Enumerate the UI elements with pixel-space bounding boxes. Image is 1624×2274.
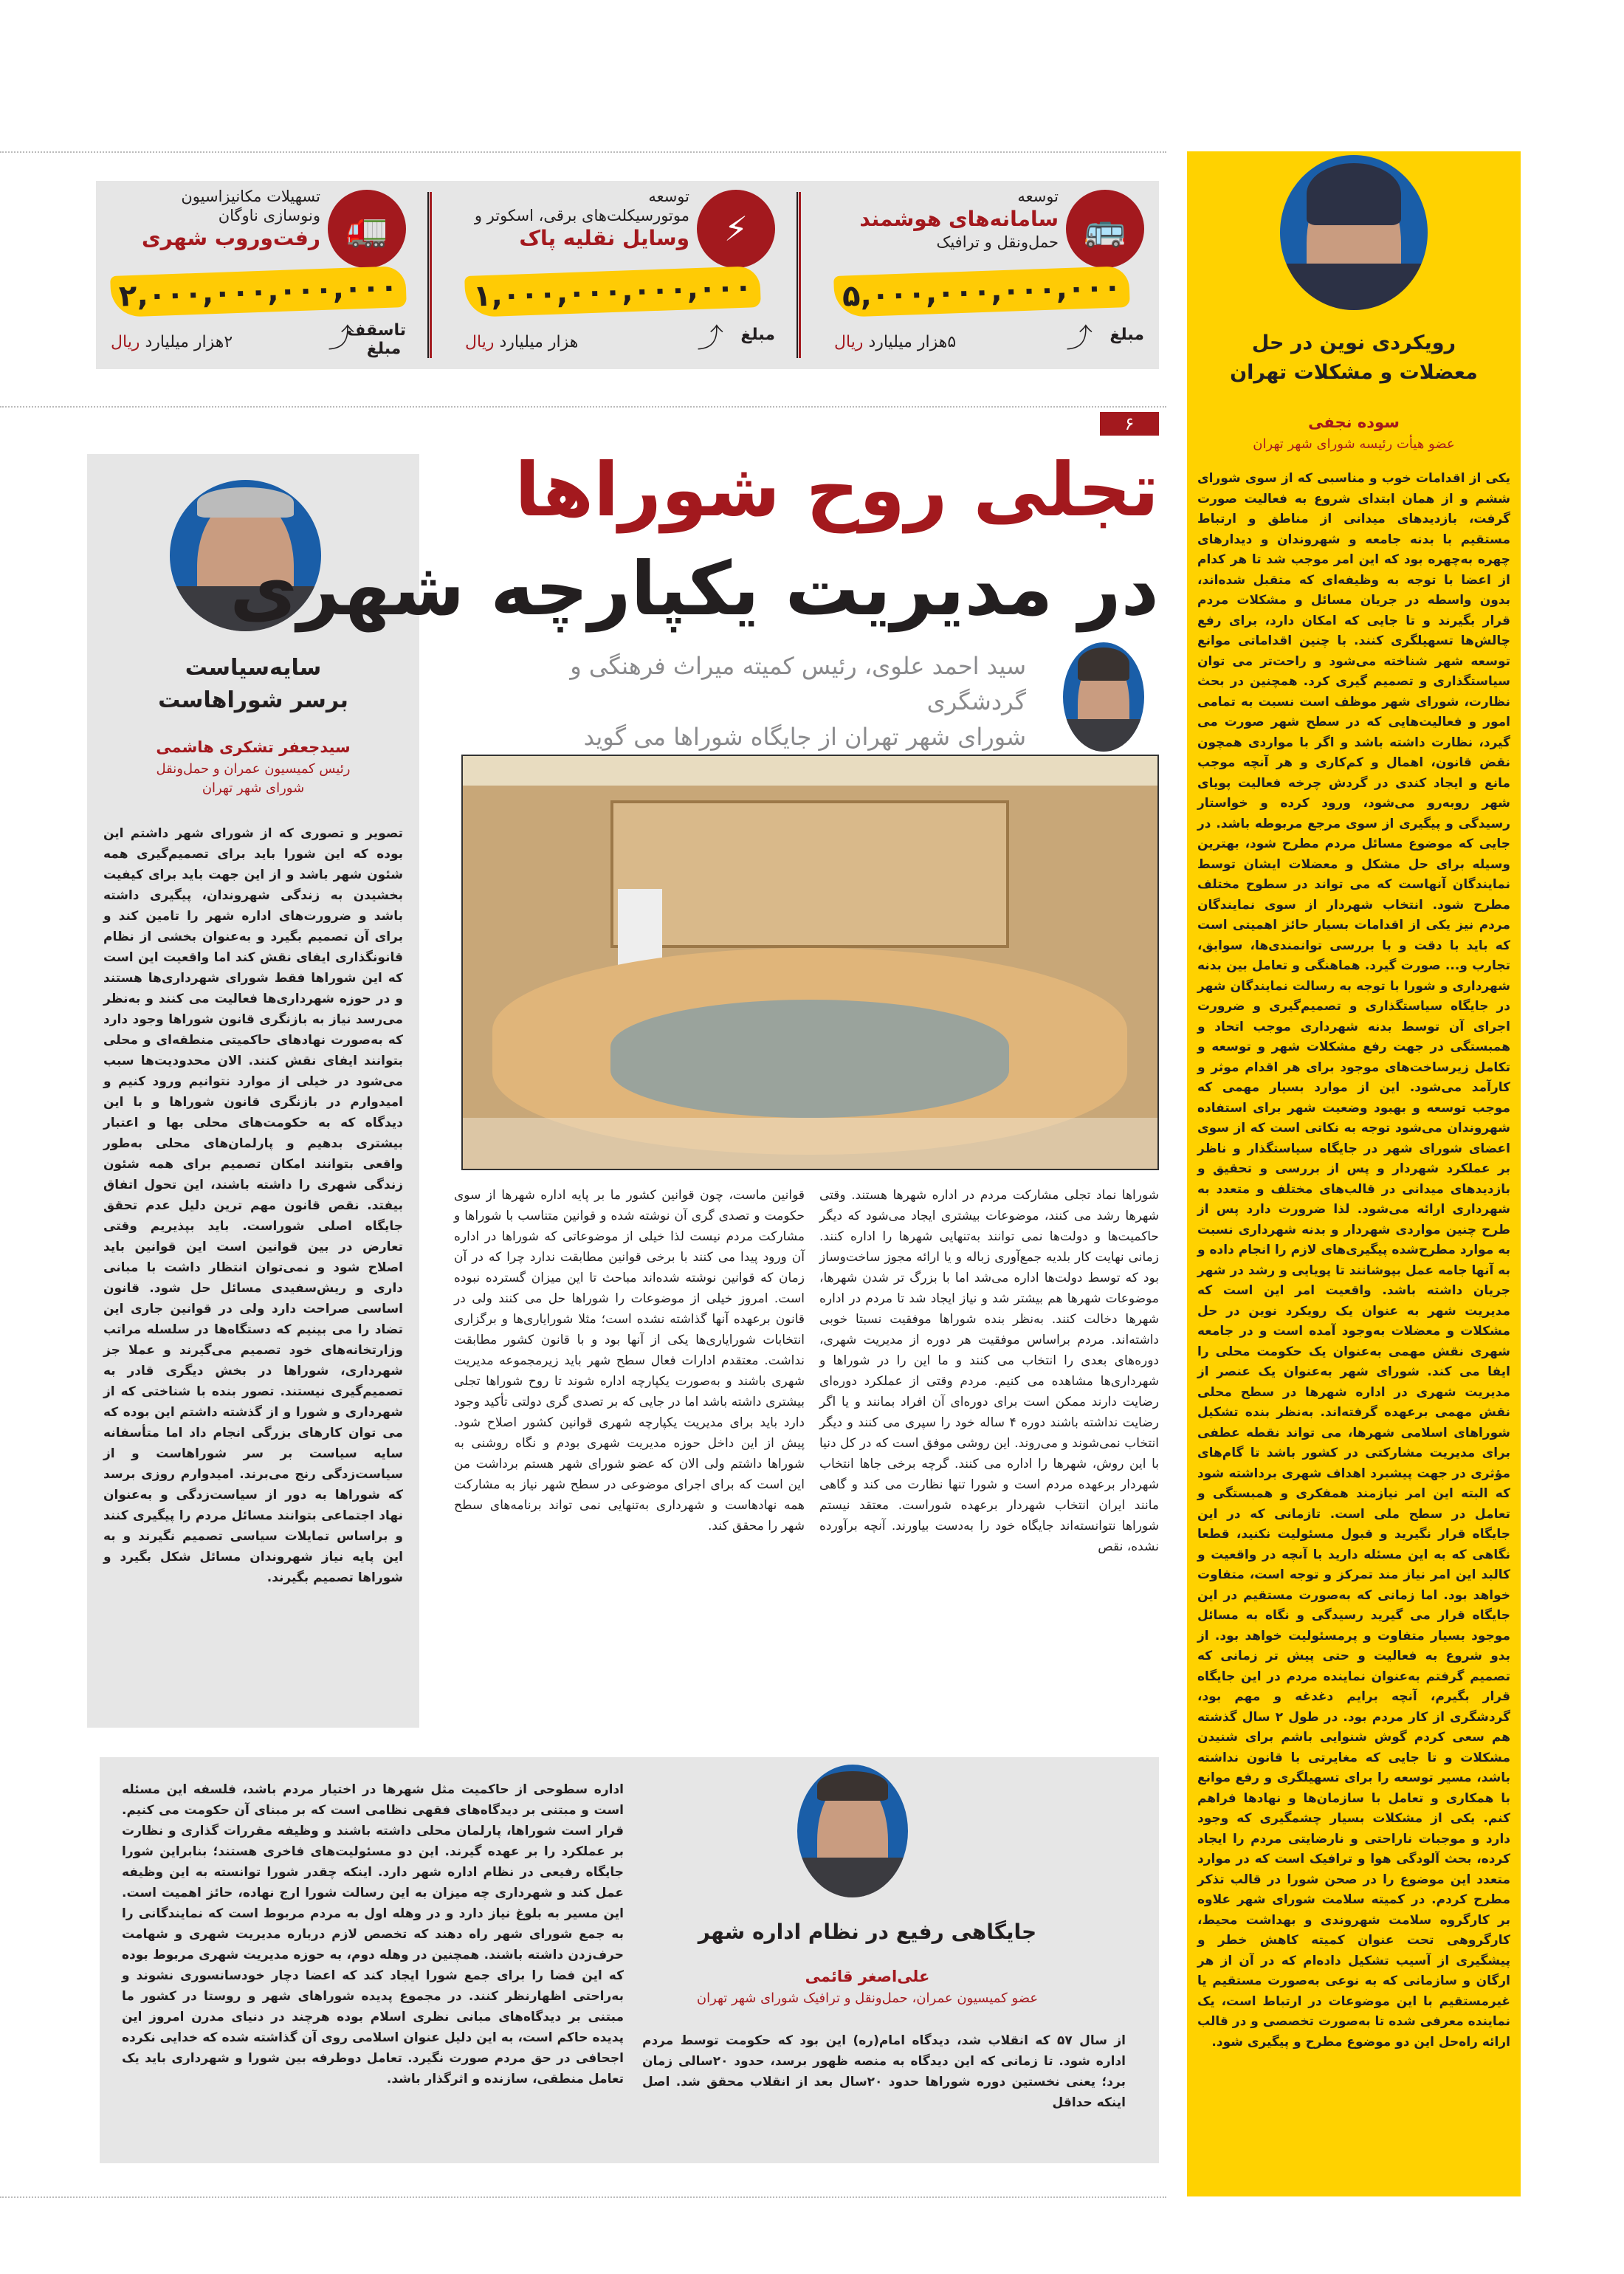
info-line: حمل‌ونقل و ترافیک [936, 233, 1059, 251]
author-name: سیدجعفر تشکری هاشمی [156, 738, 351, 756]
council-meeting-photo [461, 755, 1159, 1170]
sidebar-tashakori [87, 454, 419, 1728]
box-body-left [122, 1779, 624, 2089]
title-line: رویکردی نوین در حل [1251, 332, 1456, 354]
info-highlight: وسایل نقلیه پاک [519, 226, 689, 250]
sidebar-byline [1187, 410, 1521, 454]
sidebar-byline [87, 735, 419, 798]
garbage-truck-icon: 🚛 [328, 190, 406, 268]
author-role: عضو هیأت رئیسه شورای شهر تهران [1253, 436, 1455, 452]
title-line: سایه‌سیاست [185, 655, 322, 681]
infographic-item-street-sweeping [96, 181, 421, 369]
amount-text: ۵هزار میلیارد [868, 333, 957, 351]
amount-label: مبلغ [1109, 326, 1144, 344]
sidebar-body [103, 823, 403, 1588]
author-photo-ghaemi [797, 1765, 908, 1897]
box-text: از سال ۵۷ که انقلاب شد، دیدگاه امام(ره) این بود که حکومت توسط مردم اداره شود. تا زمانی که این دیدگاه به منصه ظهور برسد، حدود ۲۰سالی زمان برد؛ یعنی نخستین دوره شوراها حدود ۲۰سال بعد از انقلاب محقق شد. اصل اینکه حداقل [642, 2033, 1126, 2110]
title-line: معضلات و مشکلات تهران [1230, 361, 1478, 384]
sidebar-title [87, 652, 419, 717]
box-title: جایگاهی رفیع در نظام اداره شهر [698, 1920, 1037, 1944]
amount-text: ۲هزار میلیارد [145, 333, 233, 351]
curved-arrow-icon: ⤴ [327, 323, 354, 354]
infographic-item-smart-systems [819, 181, 1159, 369]
budget-infographic [96, 181, 1159, 369]
author-role: شورای شهر تهران [202, 780, 305, 796]
sidebar-title [1187, 329, 1521, 388]
article-column-2 [454, 1185, 805, 1536]
author-name: سوده نجفی [1308, 413, 1400, 431]
headline-line-1: تجلی روح شوراها [515, 447, 1159, 533]
title-line: برسر شوراهاست [158, 687, 348, 713]
box-text: اداره سطوحی از حاکمیت مثل شهرها در اختیار مردم باشد، فلسفه این مسئله است و مبتنی بر دیدگاه‌های فقهی نظامی است که بر مبنای آن حکومت می کنیم. قرار است شوراها، پارلمان محلی داشته باشند و وظیفه مقررات گذاری و نظارت بر عملکرد را بر عهده گیرند. این دو مسئولیت‌های فاخری هستند؛ بنابراین شورا جایگاه رفیعی در نظام اداره شهر دارد. اینکه چقدر شورا توانسته به این وظیفه عمل کند و شهرداری چه میزان به این رسالت شورا ارج نهاده، حائز اهمیت است. این مسیر به بلوغ نیاز دارد و در وهله اول به مردم مربوط است که نمایندگانی را به جمع شورای شهر راه دهند که تخصص لازم درباره مدیریت شهری و شهامت حرف‌زدن داشته باشند. همچنین در وهله دوم، به حوزه مدیریت شهری مربوط بوده که این فضا را برای جمع شورا ایجاد کند که اعضا دچار خودسانسوری نشوند و به‌راحتی اظهارنظر کنند. در مجموع پدیده شوراهای شهر و روستا در کشور ما مبتنی بر دیدگاه‌های مبانی نظری اسلام بوده هرچند در دنیای مدرن امروز این پدیده حاکم است، به این دلیل عنوان اسلامی روی آن گذاشته شده که خدایی نکرده اجحافی در حق مردم صورت نگیرد. تعامل دوطرفه بین شورا و شهرداری باید یک تعامل منطقی، سازنده و اثرگذار باشد. [122, 1782, 624, 2086]
article-subtitle [465, 648, 1026, 755]
divider [796, 192, 801, 358]
amount-label: مبلغ [740, 326, 775, 344]
amount-text: هزار میلیارد [499, 333, 579, 351]
sidebar-text: یکی از اقدامات خوب و مناسبی که از سوی شورای ششم و از همان ابتدای شروع به فعالیت صورت گرفت، بازدیدهای میدانی از مناطق و ارتباط مستقیم با بدنه جامعه و شهروندان و دیدارهای چهره به‌چهره بود که این امر موجب شد تا هر کدام از اعضا با توجه به وظیفه‌ای که متقبل شده‌اند، بدون واسطه در جریان مسائل و مشکلات مردم قرار بگیرند و تا جایی که امکان دارد، برای رفع چالش‌ها تسهیلگری کنند. با چنین اقداماتی موانع توسعه شهر شناخته می‌شود و راحت‌تر می توان سیاستگذاری و تصمیم گیری کرد. همچنین در بحث نظارت، شورای شهر موظف است نسبت به تمامی امور و فعالیت‌هایی که در سطح شهر صورت می گیرد، نظارت داشته باشد و اگر با مواردی همچون نقض قانون، اهمال و کم‌کاری و هر آنچه موجب مانع و ایجاد کندی در گردش چرخه فعالیت پویای شهر روبه‌رو می‌شود، ورود کرده و خواستار رسیدگی و پیگیری از سوی مرجع مربوطه باشد. در جایی که موضوع مسائل مردم مطرح شود، بهترین وسیله برای حل مشکل و معضلات ایشان توسط نمایندگان آنهاست که می تواند در سطوح مختلف مطرح شود. انتخاب شهردار از سوی نمایندگان مردم نیز یکی از اقدامات بسیار حائز اهمیتی است که باید با دقت و با بررسی توانمندی‌ها، سوابق، تجارب و... صورت گیرد. هماهنگی و تعامل بین بدنه شهرداری و شورا با توجه به رسالت نمایندگان شهر در جایگاه سیاستگذاری و تصمیم‌گیری و ضرورت اجرای آن توسط بدنه شهرداری موجب اتحاد و همبستگی در جهت رفع مشکلات شهر و توسعه و تکامل زیرساخت‌های موجود برای هر اقدام موثر و کارآمد می‌شود. این از موارد بسیار مهمی که موجب توسعه و بهبود وضعیت شهر برای استفاده شهروندان می‌شود توجه به نکاتی است که از سوی اعضای شورای شهر در جایگاه سیاستگذار و ناظر بر عملکرد شهردار و پس از بررسی و تحقیق و بازدیدهای میدانی در قالب‌های مختلف و متعدد به شهرداری ارائه می‌شود. لذا ضرورت دارد پس از طرح چنین مواردی شهردار و بدنه شهرداری نسبت به موارد مطرح‌شده پیگیری‌های لازم را انجام داده و به آنها جامه عمل بپوشانند تا پویایی و رشد در شهر جریان داشته باشد. واقعیت امر این است که مدیریت شهر به عنوان یک رویکرد نوین در حل مشکلات و معضلات به‌وجود آمده است و در جامعه شهری نقش مهمی به‌عنوان یک حکومت محلی را ایفا می کند. شورای شهر به‌عنوان یک عنصر از مدیریت شهری در اداره شهرها در سطح محلی نقش مهمی برعهده گرفته‌اند. به‌نظر بنده تشکیل شوراهای اسلامی شهرها، می تواند نقطه عطفی برای مدیریت مشارکتی در کشور باشد تا گام‌های مؤثری در جهت پیشبرد اهداف شهری برداشته شود که البته این امر نیازمند همفکری و همبستگی و تعامل در سطح ملی است. تازمانی که در این جایگاه قرار نگیرید و قبول مسئولیت نکنید، قطعا نگاهی که به این مسئله دارید با آنچه در واقعیت و کالبد این امر نیاز مند تمرکز و توجه است، متفاوت خواهد بود. اما زمانی که به‌صورت مستقیم در این جایگاه قرار می گیرید رسیدگی و نگاه به مسائل موجود بسیار متفاوت و پرمسئولیت خواهد بود. از بدو شروع به فعالیت و حتی پیش تر زمانی که تصمیم گرفتم به‌عنوان نماینده مردم در این جایگاه قرار بگیرم، آنچه برایم دغدغه و مهم بود، گردشگری از کار مردم بود. در طول ۲ سال گذشته هم سعی کردم گوش شنوایی باشم برای شنیدن مشکلات و تا جایی که مغایرتی با قانون نداشته باشد، مسیر توسعه را برای تسهیلگری و رفع موانع با همکاری و تعامل با سازمان‌ها و نهادها فراهم کنم. یکی از مشکلات بسیار چشمگیری که وجود دارد و موجبات ناراحتی و نارضایتی مردم را ایجاد کرده، بحث آلودگی هوا و ترافیک است که در موارد متعدد این موضوع را در صحن شورا در قالب تذکر مطرح کردم. در کمیته سلامت شورای شهر علاوه بر کارگروه سلامت شهروندی و بهداشت محیط، کارگروهی تحت عنوان کمیته کاهش خطر و پیشگیری از آسیب تشکیل داده‌ام که در آن از هر ارگان و سازمانی که به نوعی به‌صورت مستقیم یا غیرمستقیم با این موضوعات در ارتباط است، یک نماینده معرفی شده تا به‌صورت تخصصی و در قالب ارائه راه‌حل این دو موضوع مطرح و پیگیری شود. [1197, 471, 1511, 2050]
sidebar-body [1197, 469, 1510, 2053]
info-line: تسهیلات مکانیزاسیون [181, 188, 320, 205]
info-line: ونوسازی ناوگان [218, 207, 320, 224]
author-role: رئیس کمیسیون عمران و حمل‌ونقل [156, 761, 351, 777]
divider [427, 192, 432, 358]
section-rule [0, 406, 1166, 408]
info-line: توسعه [1017, 188, 1059, 205]
sidebar-text: تصویر و تصوری که از شورای شهر داشتم این بوده که این شورا باید برای تصمیم‌گیری همه شئون شهر باشد و از این جهت باید برای کیفیت بخشیدن به زندگی شهروندان، پیگیری داشته باشد و ضرورت‌های اداره شهر را تامین کند و برای آن تصمیم بگیرد و به‌عنوان بخشی از نظام قانونگذاری ایفای نقش کند اما واقعیت این است که این شوراها فقط شورای شهرداری‌ها هستند و در حوزه شهرداری‌ها فعالیت می کنند و به‌نظر می‌رسد نیاز به بازنگری قانون شوراها وجود دارد که به‌صورت نهادهای حاکمیتی منطقه‌ای و محلی بتوانند ایفای نقش کنند. الان محدودیت‌ها سبب می‌شود در خیلی از موارد نتوانیم ورود کنیم و امیدوارم در بازنگری قانون شوراها و با این دیدگاه که به حکومت‌های محلی بها و اعتبار بیشتری بدهیم و پارلمان‌های محلی به‌طور واقعی بتوانند امکان تصمیم برای همه شئون زندگی شهری را داشته باشند، این تحول اتفاق بیفتد. نقص قانون مهم ترین دلیل عدم تحقق جایگاه اصلی شوراست. باید بپذیریم وقتی تعارض در بین قوانین است این قوانین باید اصلاح شود و نمی‌توان انتظار داشت با مبانی داری و ریش‌سفیدی مسائل حل شود. قانون اساسی صراحت دارد ولی در قوانین جاری این تضاد را می بینیم که دستگاه‌ها در سلسله مراتب وزارتخانه‌های خود تصمیم می‌گیرند و عملا جز شهرداری، شوراها در بخش دیگری قادر به تصمیم‌گیری نیستند. تصور بنده با شناختی که از شهرداری و شورا و از گذشته داشتم این بوده که می توان کارهای بزرگی انجام داد اما متأسفانه سایه سیاست بر سر شوراهاست و از سیاست‌زدگی رنج می‌برند. امیدوارم روزی برسد که شوراها به دور از سیاست‌زدگی و به‌عنوان نهاد اجتماعی بتوانند مسائل مردم را پیگیری کنند و براساس تمایلات سیاسی تصمیم نگیرند و به این پایه نیاز شهروندان مسائل شکل بگیرد و شوراها تصمیم بگیرند. [103, 826, 403, 1585]
article-column-1 [819, 1185, 1159, 1557]
curved-arrow-icon: ⤴ [696, 323, 723, 354]
info-line: توسعه [648, 188, 689, 205]
electric-scooter-icon: ⚡ [697, 190, 775, 268]
author-photo-alavi [1063, 642, 1144, 752]
top-rule [0, 151, 1166, 153]
info-line: موتورسیکلت‌های برقی، اسکوتر و [474, 207, 689, 224]
curved-arrow-icon: ⤴ [1065, 323, 1093, 354]
bus-traffic-icon: 🚌 [1066, 190, 1144, 268]
article-text: شوراها نماد تجلی مشارکت مردم در اداره شهرها هستند. وقتی شهرها رشد می کنند، موضوعات بیشتری ایجاد می‌شود که دیگر حاکمیت‌ها و دولت‌ها نمی توانند به‌تنهایی شهرها را اداره کنند. زمانی نهایت کار بلدیه جمع‌آوری زباله و یا ارائه مجوز ساخت‌وساز بود که توسط دولت‌ها اداره می‌شد اما با بزرگ تر شدن شهرها، موضوعات شهرها هم بیشتر شد و نیاز ایجاد شد تا مردم در اداره شهرها دخالت کنند. به‌نظر بنده شوراها موفقیت نسبتا خوبی داشته‌اند. مردم براساس موفقیت هر دوره از مدیریت شهری، دوره‌های بعدی را انتخاب می کنند و ما این را در شوراها و شهرداری‌ها مشاهده می کنیم. مردم وقتی از عملکرد دوره‌ای رضایت دارند ممکن است برای دوره‌ای آن افراد بمانند و یا اگر رضایت نداشته باشند دوره ۴ ساله خود را سپری می کنند و دیگر انتخاب نمی‌شوند و می‌روند. این روشی موفق است که در کل دنیا با این روش، شهرها را اداره می کنند. گرچه برخی جاها انتخاب شهردار برعهده مردم است و شورا تنها نظارت می کند و گاهی مانند ایران انتخاب شهردار برعهده شوراست. معتقد نیستم شوراها نتوانسته‌اند جایگاه خود را به‌دست بیاورند. آنچه برآورده نشده، نقص [819, 1188, 1159, 1554]
sidebar-najafi [1187, 151, 1521, 2196]
page-number: ۶ [1100, 412, 1159, 436]
opinion-box-ghaemi [100, 1757, 1159, 2163]
box-body-right [642, 2030, 1126, 2113]
author-photo-najafi [1280, 155, 1428, 310]
infographic-item-clean-vehicles [450, 181, 790, 369]
subtitle-line: شورای شهر تهران از جایگاه شوراها می گوید [583, 723, 1026, 751]
currency: ریال [111, 333, 140, 351]
currency: ریال [465, 333, 495, 351]
headline-line-2: در مدیریت یکپارچه شهری [230, 546, 1159, 632]
amount-figure: ۲,۰۰۰,۰۰۰,۰۰۰,۰۰۰ [110, 266, 407, 317]
article-text: قوانین ماست، چون قوانین کشور ما بر پایه اداره شهرها از سوی حکومت و تصدی گری آن نوشته شده و قوانین متناسب با شوراها و مشارکت مردم نیست لذا خیلی از موضوعاتی که شوراها در اداره آن ورود پیدا می کنند با برخی قوانین مطابقت ندارد چرا که در آن زمان که قوانین نوشته شده‌اند مباحث تا این میزان گسترده نبوده است. امروز خیلی از موضوعات را شوراها حل می کنند ولی در قانون برعهده آنها گذاشته نشده است؛ مثلا شورایاری‌ها و برگزاری انتخابات شورایاری‌ها یکی از آنها بود و با قانون کشور مطابقت نداشت. معتقدم ادارات فعال سطح شهر باید زیرمجموعه مدیریت شهری باشند و به‌صورت یکپارچه اداره شوند تا روح شوراها تجلی بیشتری داشته باشد اما در جایی که بر تصدی گری دولتی تأکید وجود دارد باید برای مدیریت یکپارچه شهری قوانین کشور اصلاح شود. پیش از این داخل حوزه مدیریت شهری بودم و نگاه روشنی به شوراها داشتم ولی الان که عضو شورای شهر هستم برداشت من این است که برای اجرای موضوعی در سطح شهر نیاز به مشارکت همه نهادهاست و شهرداری به‌تنهایی نمی تواند برنامه‌های سطح شهر را محقق کند. [454, 1188, 805, 1533]
box-byline [639, 1964, 1096, 2008]
info-highlight: سامانه‌های هوشمند [859, 207, 1059, 231]
subtitle-line: سید احمد علوی، رئیس کمیته میراث فرهنگی و گردشگری [570, 652, 1026, 715]
currency: ریال [834, 333, 864, 351]
amount-figure: ۵,۰۰۰,۰۰۰,۰۰۰,۰۰۰ [833, 266, 1130, 317]
amount-figure: ۱,۰۰۰,۰۰۰,۰۰۰,۰۰۰ [464, 266, 761, 317]
author-name: علی‌اصغر قائمی [805, 1968, 930, 1985]
amount-label: تاسقف مبلغ [346, 321, 406, 358]
info-highlight: رفت‌وروب شهری [141, 226, 320, 250]
bottom-rule [0, 2196, 1166, 2198]
author-role: عضو کمیسیون عمران، حمل‌ونقل و ترافیک شورای شهر تهران [696, 1990, 1039, 2006]
